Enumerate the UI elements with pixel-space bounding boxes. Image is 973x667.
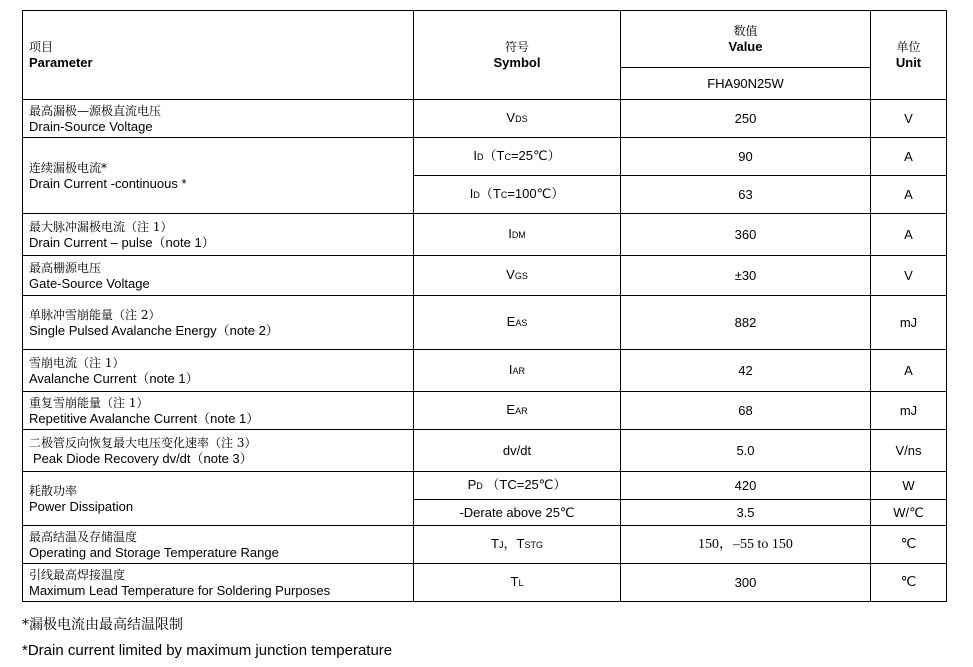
unit-cell: ℃ — [871, 564, 947, 602]
param-cell — [23, 430, 414, 472]
symbol-mid: ，T — [503, 536, 525, 551]
symbol-cell: dv/dt — [414, 430, 621, 472]
header-part-number: FHA90N25W — [621, 68, 871, 100]
param-cell — [23, 296, 414, 350]
table-row — [23, 350, 947, 392]
param-cn: 重复雪崩能量（注 1） — [29, 395, 149, 410]
table-row — [23, 138, 947, 176]
param-cn: 单脉冲雪崩能量（注 2） — [29, 307, 161, 322]
value-cell: 42 — [621, 350, 871, 392]
symbol-sub: AR — [512, 366, 526, 376]
unit-cell: A — [871, 214, 947, 256]
footnote-cn: *漏极电流由最高结温限制 — [22, 617, 183, 633]
symbol-sub2: C — [504, 152, 511, 162]
symbol-main: I — [469, 186, 474, 201]
symbol-sub: D — [476, 481, 483, 491]
symbol-main: P — [467, 477, 477, 492]
param-en: Operating and Storage Temperature Range — [29, 544, 279, 560]
value-cell: 68 — [621, 392, 871, 430]
symbol-tail: （TC=25℃） — [482, 477, 567, 492]
unit-cell: W — [871, 472, 947, 500]
symbol-suffix: （T — [479, 186, 501, 201]
value-cell: 300 — [621, 564, 871, 602]
ratings-table — [22, 10, 947, 602]
unit-cell: V/ns — [871, 430, 947, 472]
param-en: Maximum Lead Temperature for Soldering Purposes — [29, 582, 331, 598]
header-row — [23, 11, 947, 68]
symbol-cell — [414, 564, 621, 602]
symbol-main: T — [510, 574, 519, 589]
table-row — [23, 256, 947, 296]
header-unit-cn: 单位 — [896, 40, 921, 54]
param-cn: 雪崩电流（注 1） — [29, 355, 125, 370]
table-row — [23, 564, 947, 602]
param-en: Drain Current -continuous * — [29, 175, 187, 191]
header-value — [621, 11, 871, 68]
param-en: Peak Diode Recovery dv/dt（note 3） — [33, 450, 253, 466]
header-unit — [871, 11, 947, 100]
param-cell — [23, 100, 414, 138]
symbol-main: E — [506, 314, 516, 329]
param-en: Gate-Source Voltage — [29, 275, 150, 291]
param-cn: 最高漏极—源极直流电压 — [29, 103, 162, 118]
param-en: Drain-Source Voltage — [29, 118, 153, 134]
param-cn: 耗散功率 — [29, 483, 78, 498]
symbol-sub: AS — [515, 318, 528, 328]
unit-cell: mJ — [871, 392, 947, 430]
param-en: Repetitive Avalanche Current（note 1） — [29, 410, 260, 426]
symbol-cell — [414, 472, 621, 500]
symbol-cell — [414, 526, 621, 564]
symbol-sub: AR — [515, 406, 528, 416]
footnote-en: *Drain current limited by maximum junction temperature — [22, 642, 393, 659]
symbol-sub: GS — [514, 271, 528, 281]
value-cell: 420 — [621, 472, 871, 500]
param-cell — [23, 526, 414, 564]
header-param-cn: 项目 — [29, 40, 54, 54]
symbol-main: T — [491, 536, 499, 551]
param-cell — [23, 472, 414, 526]
symbol-cell: -Derate above 25℃ — [414, 500, 621, 526]
param-cn: 连续漏极电流* — [29, 160, 108, 175]
symbol-suffix: （T — [483, 148, 505, 163]
param-cell — [23, 256, 414, 296]
param-cn: 最大脉冲漏极电流（注 1） — [29, 219, 173, 234]
value-cell: 90 — [621, 138, 871, 176]
param-cell — [23, 214, 414, 256]
header-value-cn: 数值 — [733, 24, 758, 38]
unit-cell: A — [871, 176, 947, 214]
value-cell: 882 — [621, 296, 871, 350]
symbol-main: I — [508, 362, 513, 377]
param-cn: 二极管反向恢复最大电压变化速率（注 3） — [29, 435, 257, 450]
unit-cell: ℃ — [871, 526, 947, 564]
param-cell — [23, 392, 414, 430]
param-cell — [23, 350, 414, 392]
unit-cell: mJ — [871, 296, 947, 350]
symbol-sub: D — [477, 152, 484, 162]
symbol-cell — [414, 296, 621, 350]
symbol-sub: DM — [511, 230, 526, 240]
symbol-main: I — [473, 148, 477, 163]
header-parameter — [23, 11, 414, 100]
symbol-main: V — [506, 110, 516, 125]
table-row — [23, 100, 947, 138]
value-cell: 5.0 — [621, 430, 871, 472]
table-row — [23, 472, 947, 500]
header-symbol-en: Symbol — [493, 55, 541, 70]
symbol-cell — [414, 214, 621, 256]
unit-cell: V — [871, 256, 947, 296]
table-row — [23, 214, 947, 256]
param-cell — [23, 564, 414, 602]
header-symbol — [414, 11, 621, 100]
unit-cell: A — [871, 350, 947, 392]
symbol-cell — [414, 138, 621, 176]
param-cn: 最高结温及存储温度 — [29, 529, 138, 544]
symbol-sub: DS — [515, 114, 528, 124]
symbol-sub: L — [518, 578, 524, 588]
symbol-tail: =25℃） — [510, 148, 561, 163]
param-cn: 最高栅源电压 — [29, 260, 102, 275]
param-en: Drain Current – pulse（note 1） — [29, 234, 215, 250]
unit-cell: W/℃ — [871, 500, 947, 526]
unit-cell: V — [871, 100, 947, 138]
symbol-cell — [414, 100, 621, 138]
symbol-sub2: STG — [524, 540, 543, 550]
table-row — [23, 392, 947, 430]
param-en: Single Pulsed Avalanche Energy（note 2） — [29, 322, 279, 338]
header-symbol-cn: 符号 — [504, 40, 529, 54]
header-unit-en: Unit — [895, 55, 922, 70]
unit-cell: A — [871, 138, 947, 176]
value-cell: 150，–55 to 150 — [621, 526, 871, 564]
param-cn: 引线最高焊接温度 — [29, 567, 126, 582]
header-param-en: Parameter — [29, 55, 93, 70]
header-value-en: Value — [728, 39, 763, 54]
value-cell: 250 — [621, 100, 871, 138]
param-en: Power Dissipation — [29, 498, 134, 514]
param-en: Avalanche Current（note 1） — [29, 370, 199, 386]
symbol-cell — [414, 392, 621, 430]
symbol-cell — [414, 176, 621, 214]
symbol-main: I — [508, 226, 512, 241]
symbol-main: E — [506, 402, 516, 417]
value-cell: 63 — [621, 176, 871, 214]
symbol-sub: J — [498, 540, 504, 550]
table-row — [23, 296, 947, 350]
symbol-sub: D — [473, 190, 480, 200]
symbol-cell — [414, 350, 621, 392]
symbol-main: V — [506, 267, 515, 282]
symbol-sub2: C — [500, 190, 508, 200]
value-cell: ±30 — [621, 256, 871, 296]
value-cell: 360 — [621, 214, 871, 256]
symbol-tail: =100℃） — [507, 186, 565, 201]
value-cell: 3.5 — [621, 500, 871, 526]
table-row — [23, 430, 947, 472]
param-cell — [23, 138, 414, 214]
symbol-cell — [414, 256, 621, 296]
table-row — [23, 526, 947, 564]
